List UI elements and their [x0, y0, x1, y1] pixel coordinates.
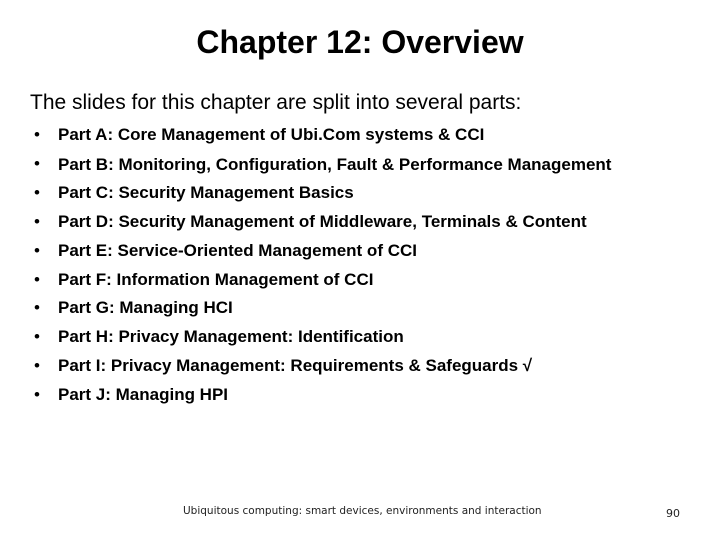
bullet-text: Part I: Privacy Management: Requirements & Safeguards √: [58, 356, 533, 376]
list-item: [30, 323, 700, 352]
bullet-text: Part A: Core Management of Ubi.Com systems & CCI: [58, 125, 485, 144]
bullet-icon: •: [34, 356, 40, 376]
bullet-icon: •: [34, 212, 40, 232]
list-item: [30, 237, 700, 266]
bullet-text: Part E: Service-Oriented Management of CCI: [58, 240, 417, 260]
bullet-text: Part J: Managing HPI: [58, 384, 229, 404]
bullet-text: Part H: Privacy Management: Identification: [58, 327, 404, 347]
list-item: [30, 208, 700, 237]
bullet-icon: •: [34, 125, 40, 144]
list-item: [30, 150, 700, 180]
page-number: 90: [666, 507, 680, 520]
slide-title: Chapter 12: Overview: [196, 24, 524, 60]
slide-footer: Ubiquitous computing: smart devices, environments and interaction: [183, 505, 542, 517]
bullet-icon: •: [34, 298, 40, 318]
list-item: [30, 179, 700, 208]
bullet-text: Part D: Security Management of Middleware, Terminals & Content: [58, 212, 587, 232]
bullet-icon: •: [34, 183, 40, 203]
list-item: [30, 294, 700, 323]
bullet-icon: •: [34, 327, 40, 347]
bullet-icon: •: [34, 384, 40, 404]
list-item: [30, 121, 700, 150]
list-item: [30, 352, 700, 381]
bullet-icon: •: [34, 153, 40, 173]
list-item: [30, 381, 700, 410]
bullet-text: Part C: Security Management Basics: [58, 183, 354, 203]
bullet-list: [30, 121, 700, 410]
bullet-text: Part F: Information Management of CCI: [58, 269, 374, 289]
intro-text: The slides for this chapter are split into several parts:: [30, 91, 522, 114]
bullet-icon: •: [34, 269, 40, 289]
bullet-text: Part G: Managing HCI: [58, 298, 233, 318]
list-item: [30, 266, 700, 295]
bullet-icon: •: [34, 240, 40, 260]
bullet-text: Part B: Monitoring, Configuration, Fault & Performance Management: [58, 154, 612, 174]
